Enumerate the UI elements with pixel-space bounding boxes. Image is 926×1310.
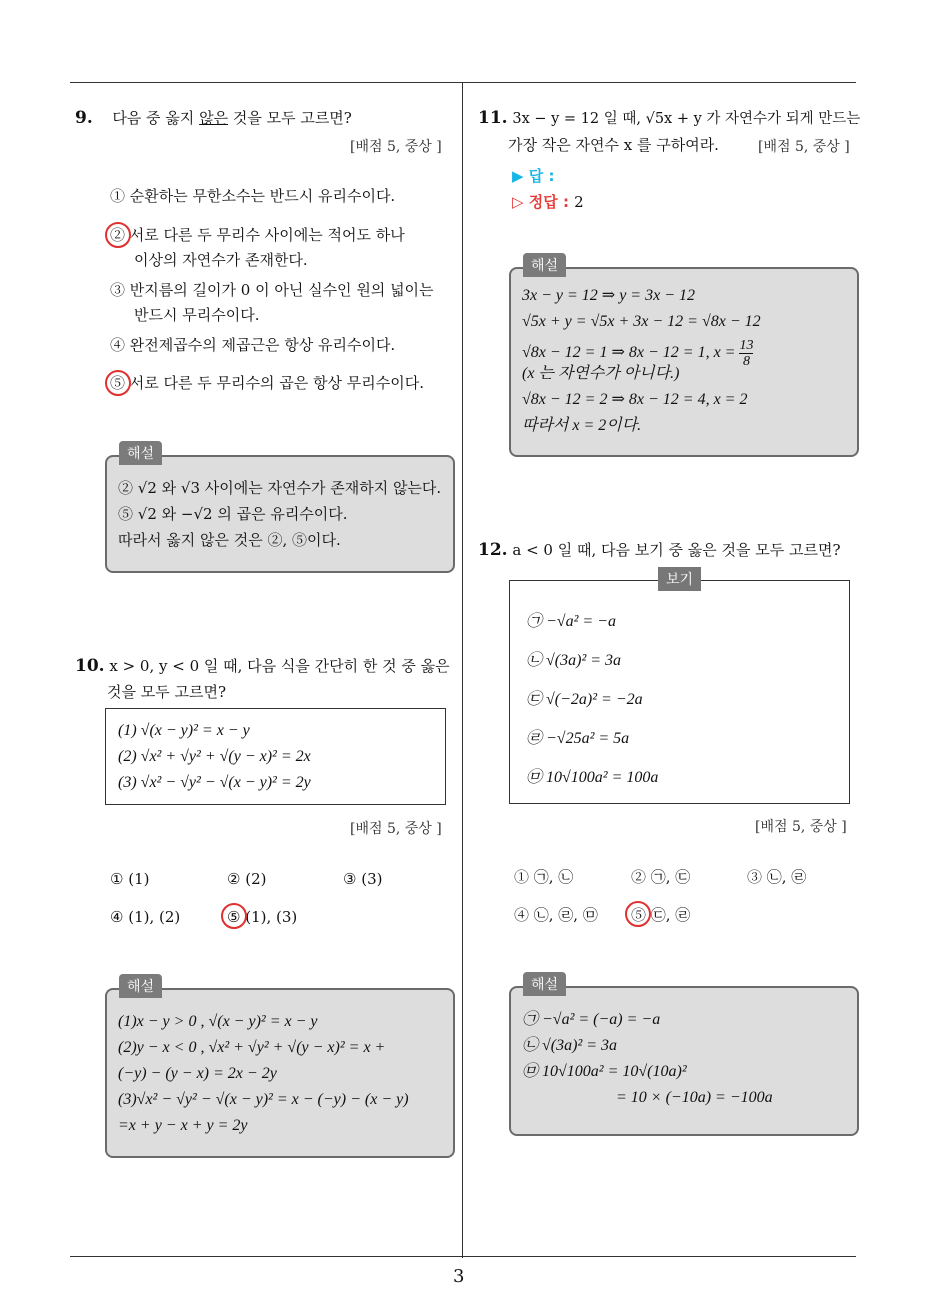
- q9-hint-line-1: ② √2 와 √3 사이에는 자연수가 존재하지 않는다.: [118, 479, 442, 497]
- page-number: 3: [453, 1266, 465, 1287]
- q9-hint-tab: 해설: [119, 441, 162, 465]
- q10-choice-3: ③ (3): [343, 870, 383, 888]
- q10-expr-3: (3) √x² − √y² − √(x − y)² = 2y: [118, 774, 311, 791]
- q11-hint-line-6: 따라서 x = 2이다.: [522, 417, 642, 434]
- q12-choice-4: ④ ㉡, ㉣, ㉤: [514, 906, 598, 924]
- q9-meta: [배점 5, 중상 ]: [350, 139, 442, 155]
- q10-expr-1: (1) √(x − y)² = x − y: [118, 722, 250, 739]
- q10-hint-line-5: =x + y − x + y = 2y: [118, 1117, 248, 1134]
- q9-option-1-text: 순환하는 무한소수는 반드시 유리수이다.: [129, 187, 396, 205]
- q10-choice-1: ① (1): [110, 870, 150, 888]
- q9-hint-line-3: 따라서 옳지 않은 것은 ②, ⑤이다.: [118, 531, 341, 549]
- q9-option-2: [110, 225, 405, 245]
- q10-expr-2: (2) √x² + √y² + √(y − x)² = 2x: [118, 748, 311, 765]
- q11-meta: [배점 5, 중상 ]: [758, 139, 850, 155]
- q9-option-2-mark: ②: [110, 226, 126, 244]
- q11-hint-line-1: 3x − y = 12 ⇒ y = 3x − 12: [522, 287, 695, 304]
- q10-prompt-1: x > 0, y < 0 일 때, 다음 식을 간단히 한 것 중 옳은: [109, 657, 450, 675]
- q9-hint-line-2: ⑤ √2 와 −√2 의 곱은 유리수이다.: [118, 505, 348, 523]
- q9-option-3-mark: ③: [110, 281, 126, 299]
- q12-header: [478, 540, 841, 560]
- q9-answer-circle-2: [105, 222, 131, 248]
- q12-hint-line-2: ㉡ √(3a)² = 3a: [522, 1037, 618, 1054]
- q12-boki-item-2: ㉡ √(3a)² = 3a: [526, 652, 622, 669]
- q11-correct-value: 2: [574, 193, 584, 211]
- q9-option-5: [110, 373, 424, 393]
- q9-prompt-post: 것을 모두 고르면?: [228, 109, 352, 127]
- bottom-rule: [70, 1256, 856, 1257]
- q9-option-4-text: 완전제곱수의 제곱근은 항상 유리수이다.: [129, 336, 396, 354]
- q11-hint-line-3-text: √8x − 12 = 1 ⇒ 8x − 12 = 1, x =: [522, 344, 736, 362]
- column-divider: [462, 83, 463, 1258]
- q10-hint-line-4: (3)√x² − √y² − √(x − y)² = x − (−y) − (x − y): [118, 1091, 409, 1108]
- q9-option-2-text: 서로 다른 두 무리수 사이에는 적어도 하나: [129, 226, 405, 244]
- q11-hint-tab: 해설: [523, 253, 566, 277]
- q12-boki-item-1: ㉠ −√a² = −a: [526, 613, 616, 630]
- q10-hint-tab: 해설: [119, 974, 162, 998]
- q9-option-1-mark: ①: [110, 187, 126, 205]
- q12-choice-5: ⑤ ㉢, ㉣: [631, 906, 691, 924]
- q10-hint-line-1: (1)x − y > 0 , √(x − y)² = x − y: [118, 1013, 318, 1030]
- q9-number: 9.: [75, 108, 93, 128]
- q12-meta: [배점 5, 중상 ]: [755, 819, 847, 835]
- q9-option-1: [110, 186, 395, 206]
- q12-prompt: a < 0 일 때, 다음 보기 중 옳은 것을 모두 고르면?: [512, 541, 841, 559]
- q9-option-4: [110, 335, 395, 355]
- q10-choice-5: ⑤ (1), (3): [227, 908, 298, 926]
- q10-answer-circle-5: [221, 903, 247, 929]
- q11-number: 11.: [478, 108, 508, 128]
- q11-correct-label: ▷ 정답 :: [512, 193, 569, 211]
- q11-fraction-denominator: 8: [739, 353, 753, 369]
- q9-prompt-pre: 다음 중 옳지: [112, 109, 200, 127]
- q12-hint-line-3: ㉤ 10√100a² = 10√(10a)²: [522, 1063, 687, 1080]
- q12-number: 12.: [478, 540, 508, 560]
- q11-prompt-2: 가장 작은 자연수 x 를 구하여라.: [508, 136, 719, 154]
- q11-header: [478, 108, 860, 129]
- q11-hint-line-2: √5x + y = √5x + 3x − 12 = √8x − 12: [522, 313, 761, 330]
- q11-hint-line-4: (x 는 자연수가 아니다.): [522, 365, 680, 382]
- q12-choice-2: ② ㉠, ㉢: [631, 868, 691, 886]
- q11-correct-answer: [512, 191, 584, 212]
- q12-boki-item-3: ㉢ √(−2a)² = −2a: [526, 691, 643, 708]
- q10-choice-4: ④ (1), (2): [110, 908, 181, 926]
- q12-hint-box: [509, 986, 859, 1136]
- q10-prompt-2: 것을 모두 고르면?: [107, 683, 227, 701]
- q9-header: [75, 108, 352, 128]
- q9-option-2-cont: 이상의 자연수가 존재한다.: [134, 251, 308, 269]
- q12-boki-item-5: ㉤ 10√100a² = 100a: [526, 769, 659, 786]
- q10-number: 10.: [75, 656, 105, 676]
- q11-fraction: [739, 338, 753, 369]
- q11-prompt-1: 3x − y = 12 일 때, √5x + y 가 자연수가 되게 만드는: [512, 111, 861, 127]
- q9-option-3-text: 반지름의 길이가 0 이 아닌 실수인 원의 넓이는: [129, 281, 434, 299]
- q12-boki-tab: 보기: [658, 567, 701, 591]
- q12-choice-3: ③ ㉡, ㉣: [747, 868, 807, 886]
- q9-option-5-mark: ⑤: [110, 374, 126, 392]
- q9-answer-circle-5: [105, 370, 131, 396]
- q11-hint-line-5: √8x − 12 = 2 ⇒ 8x − 12 = 4, x = 2: [522, 391, 748, 408]
- q10-hint-line-3: (−y) − (y − x) = 2x − 2y: [118, 1065, 277, 1082]
- q9-option-3: [110, 280, 434, 300]
- q12-hint-tab: 해설: [523, 972, 566, 996]
- q12-boki-item-4: ㉣ −√25a² = 5a: [526, 730, 630, 747]
- q11-fraction-numerator: 13: [739, 338, 754, 353]
- q11-answer-label: ▶ 답 :: [512, 167, 555, 185]
- q10-meta: [배점 5, 중상 ]: [350, 821, 442, 837]
- q9-option-5-text: 서로 다른 두 무리수의 곱은 항상 무리수이다.: [129, 374, 424, 392]
- q12-answer-circle-5: [625, 901, 651, 927]
- q10-choice-2: ② (2): [227, 870, 267, 888]
- q10-header: [75, 656, 450, 676]
- q12-hint-line-4: = 10 × (−10a) = −100a: [616, 1089, 773, 1106]
- q9-option-4-mark: ④: [110, 336, 126, 354]
- top-rule: [70, 82, 856, 83]
- q10-hint-line-2: (2)y − x < 0 , √x² + √y² + √(y − x)² = x +: [118, 1039, 386, 1056]
- q9-option-3-cont: 반드시 무리수이다.: [134, 306, 260, 324]
- q9-prompt-underlined: 않은: [199, 109, 229, 127]
- q12-hint-line-1: ㉠ −√a² = (−a) = −a: [522, 1011, 661, 1028]
- q12-choice-1: ① ㉠, ㉡: [514, 868, 574, 886]
